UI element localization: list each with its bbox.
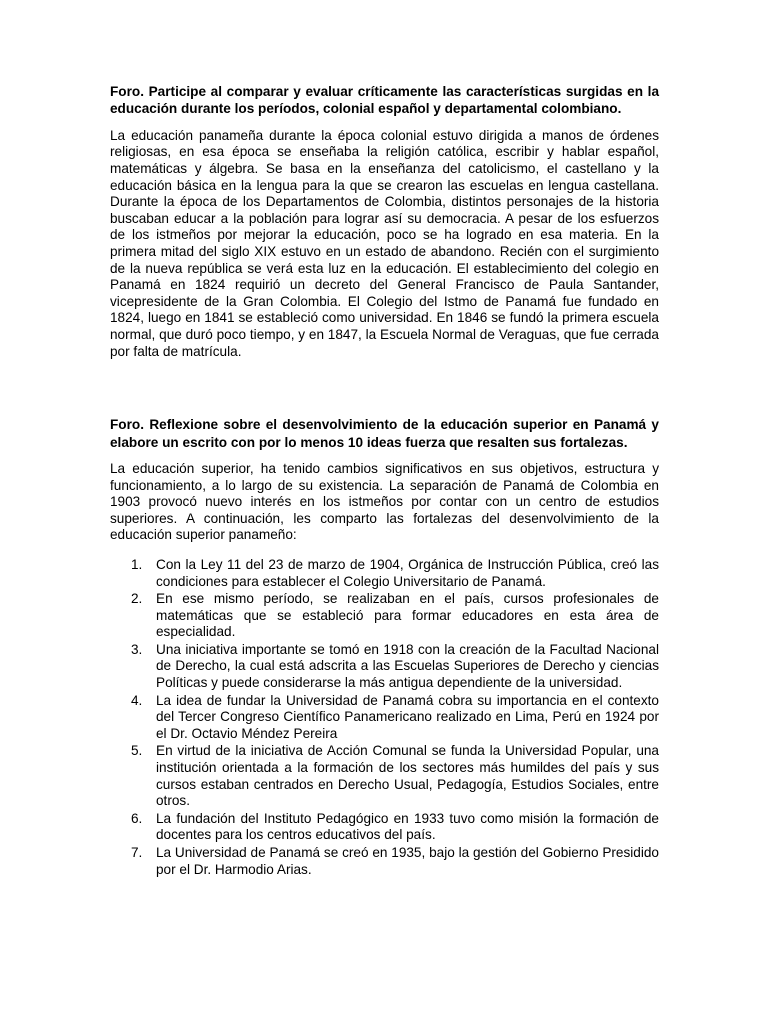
list-item-text: La idea de fundar la Universidad de Panamá cobra su importancia en el contexto del Tercer Congreso Científico Panamericano realizado en Lima, Perú en 1924 por el Dr. Octavio Méndez Pereira [156,692,659,741]
forum-section-higher-education [110,416,659,878]
list-item-text: La fundación del Instituto Pedagógico en 1933 tuvo como misión la formación de docentes para los centros educativos del país. [156,810,659,843]
list-item-number: 5. [131,743,143,759]
list-item-number: 7. [131,845,143,860]
section-paragraph: La educación panameña durante la época colonial estuvo dirigida a manos de órdenes religiosas, en esa época se enseñaba la religión católica, escribir y hablar español, matemáticas y álgebra. Se basa en la enseñanza del catolicismo, el castellano y la educación básica en la lengua para la que se crearon las escuelas en lengua castellana. Durante la época de los Departamentos de Colombia, distintos personajes de la historia buscaban educar a la población para lograr así su democracia. A pesar de los esfuerzos de los istmeños por mejorar la educación, poco se ha logrado en esa materia. En la primera mitad del siglo XIX estuvo en un estado de abandono. Recién con el surgimiento de la nueva república se verá esta luz en la educación. El establecimiento del colegio en Panamá en 1824 requirió un decreto del General Francisco de Paula Santander, vicepresidente de la Gran Colombia. El Colegio del Istmo de Panamá fue fundado en 1824, luego en 1841 se estableció como universidad. En 1846 se fundó la primera escuela normal, que duró poco tiempo, y en 1847, la Escuela Normal de Veraguas, que fue cerrada por falta de matrícula. [110,127,659,359]
section-heading: Foro. Reflexione sobre el desenvolvimiento de la educación superior en Panamá y elabore un escrito con por lo menos 10 ideas fuerza que resalten sus fortalezas. [110,417,659,450]
list-item-number: 4. [131,692,143,708]
forum-section-colonial [110,83,659,360]
list-item-text: Con la Ley 11 del 23 de marzo de 1904, Orgánica de Instrucción Pública, creó las condiciones para establecer el Colegio Universitario de Panamá. [156,556,659,589]
section-heading: Foro. Participe al comparar y evaluar críticamente las características surgidas en la educación durante los períodos, colonial español y departamental colombiano. [110,84,659,117]
list-item-number: 1. [131,556,143,572]
list-item [110,743,659,809]
list-item [110,557,659,590]
list-item-text: La Universidad de Panamá se creó en 1935, bajo la gestión del Gobierno Presidido por el Dr. Harmodio Arias. [156,845,659,877]
list-item [110,591,659,641]
list-item-text: En ese mismo período, se realizaban en el país, cursos profesionales de matemáticas que se estableció para formar educadores en esta área de especialidad. [156,591,659,640]
list-item-number: 3. [131,641,143,657]
list-item [110,642,659,692]
list-item [110,845,659,878]
list-item-number: 6. [131,810,143,826]
list-item [110,693,659,743]
section-paragraph: La educación superior, ha tenido cambios significativos en sus objetivos, estructura y funcionamiento, a lo largo de su existencia. La separación de Panamá de Colombia en 1903 provocó nuevo interés en los istmeños por contar con un centro de estudios superiores. A continuación, les comparto las fortalezas del desenvolvimiento de la educación superior panameño: [110,460,659,543]
list-item [110,811,659,844]
list-item-text: En virtud de la iniciativa de Acción Comunal se funda la Universidad Popular, una institución orientada a la formación de los sectores más humildes del país y sus cursos estaban centrados en Derecho Usual, Pedagogía, Estudios Sociales, entre otros. [156,743,659,809]
list-item-text: Una iniciativa importante se tomó en 1918 con la creación de la Facultad Nacional de Derecho, la cual está adscrita a las Escuelas Superiores de Derecho y ciencias Políticas y puede considerarse la más antigua dependiente de la universidad. [156,641,659,691]
strengths-list [110,557,659,878]
list-item-number: 2. [131,591,143,607]
